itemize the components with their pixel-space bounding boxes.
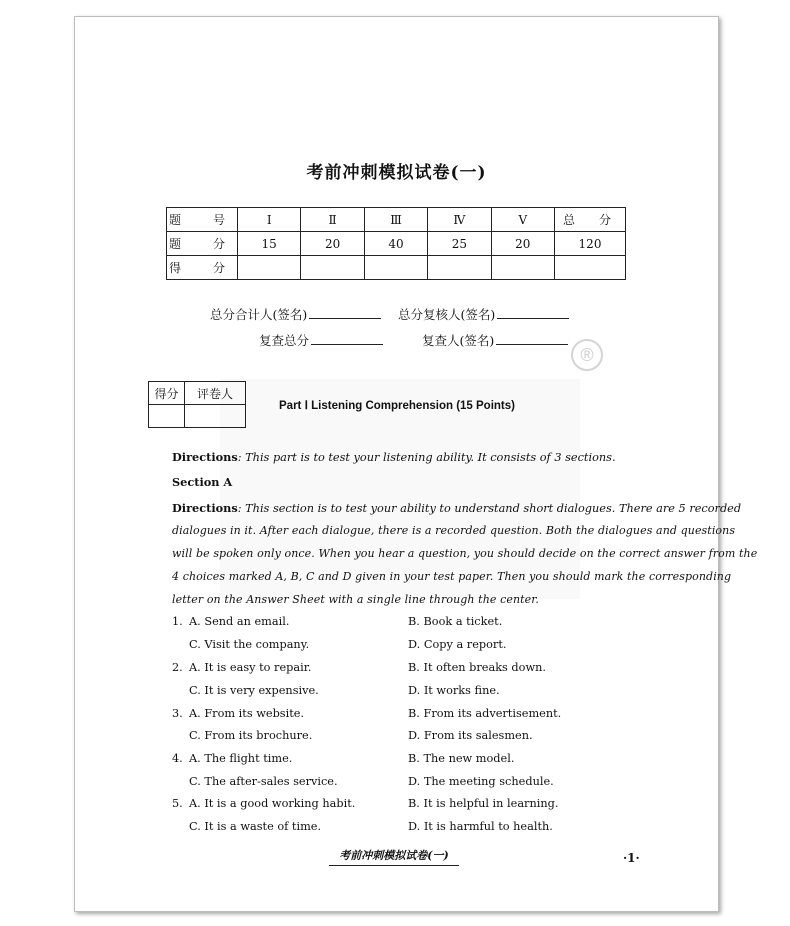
points-cell: 20 — [491, 232, 554, 256]
section-directions-line: 4 choices marked A, B, C and D given in your test paper. Then you should mark the corresponding — [172, 570, 732, 583]
option-a[interactable]: A. The flight time. — [189, 752, 293, 765]
question-number: 2. — [172, 661, 183, 674]
question-number: 1. — [172, 615, 183, 628]
question-number: 4. — [172, 752, 183, 765]
directions-text: : This part is to test your listening ability. It consists of 3 sections. — [237, 451, 616, 464]
option-a[interactable]: A. It is easy to repair. — [189, 661, 312, 674]
score-input-cell[interactable] — [491, 256, 554, 280]
grader-box — [148, 381, 246, 428]
column-header: Ⅱ — [301, 208, 364, 232]
rechecker-signature — [422, 331, 568, 349]
column-header: Ⅴ — [491, 208, 554, 232]
signature-label: 复查人(签名) — [422, 333, 495, 348]
option-d[interactable]: D. The meeting schedule. — [408, 775, 554, 788]
option-b[interactable]: B. From its advertisement. — [408, 707, 562, 720]
section-directions-line: dialogues in it. After each dialogue, there is a recorded question. Both the dialogues and questions — [172, 524, 736, 537]
option-b[interactable]: B. The new model. — [408, 752, 515, 765]
option-d[interactable]: D. It is harmful to health. — [408, 820, 553, 833]
option-d[interactable]: D. It works fine. — [408, 684, 500, 697]
question-number: 5. — [172, 797, 183, 810]
score-input-cell[interactable] — [428, 256, 491, 280]
signature-line[interactable] — [496, 332, 568, 345]
row-label: 题 号 — [167, 208, 238, 232]
points-cell: 15 — [238, 232, 301, 256]
score-input-cell[interactable] — [364, 256, 427, 280]
recheck-total-signature — [259, 331, 383, 349]
signature-line[interactable] — [311, 332, 383, 345]
points-cell: 20 — [301, 232, 364, 256]
signature-label: 总分合计人(签名) — [210, 307, 308, 322]
grader-name-cell[interactable] — [185, 405, 246, 428]
points-cell: 120 — [555, 232, 626, 256]
section-directions-line: letter on the Answer Sheet with a single line through the center. — [172, 593, 540, 606]
points-cell: 40 — [364, 232, 427, 256]
option-a[interactable]: A. From its website. — [189, 707, 305, 720]
column-header: 总 分 — [555, 208, 626, 232]
score-input-cell[interactable] — [301, 256, 364, 280]
total-counter-signature — [210, 305, 381, 323]
option-c[interactable]: C. Visit the company. — [189, 638, 310, 651]
row-label: 题 分 — [167, 232, 238, 256]
table-row — [167, 232, 626, 256]
signature-label: 复查总分 — [259, 333, 310, 348]
registered-watermark-icon: ® — [571, 339, 603, 371]
row-label: 得 分 — [167, 256, 238, 280]
part-directions — [172, 450, 616, 464]
section-directions-first-line — [172, 501, 741, 515]
signature-line[interactable] — [309, 306, 381, 319]
table-row — [167, 256, 626, 280]
score-label: 得分 — [149, 382, 185, 405]
option-d[interactable]: D. Copy a report. — [408, 638, 507, 651]
page-title: 考前冲刺模拟试卷(一) — [306, 163, 487, 183]
table-row — [167, 208, 626, 232]
section-directions-line: : This section is to test your ability to understand short dialogues. There are 5 recorded — [237, 502, 742, 515]
total-reviewer-signature — [398, 305, 569, 323]
watermark-block — [220, 379, 580, 599]
question-number: 3. — [172, 707, 183, 720]
section-directions-line: will be spoken only once. When you hear a question, you should decide on the correct answer from the — [172, 547, 758, 560]
score-input-cell[interactable] — [555, 256, 626, 280]
column-header: Ⅲ — [364, 208, 427, 232]
option-a[interactable]: A. It is a good working habit. — [189, 797, 356, 810]
footer-title: 考前冲刺模拟试卷(一) — [329, 847, 459, 866]
part-title: Part Ⅰ Listening Comprehension (15 Points) — [279, 400, 515, 412]
exam-page — [74, 16, 758, 912]
option-d[interactable]: D. From its salesmen. — [408, 729, 533, 742]
column-header: Ⅰ — [238, 208, 301, 232]
option-c[interactable]: C. It is very expensive. — [189, 684, 319, 697]
column-header: Ⅳ — [428, 208, 491, 232]
score-table — [166, 207, 626, 280]
option-a[interactable]: A. Send an email. — [189, 615, 290, 628]
option-c[interactable]: C. The after-sales service. — [189, 775, 338, 788]
signature-label: 总分复核人(签名) — [398, 307, 496, 322]
option-b[interactable]: B. It often breaks down. — [408, 661, 547, 674]
grader-score-cell[interactable] — [149, 405, 185, 428]
score-input-cell[interactable] — [238, 256, 301, 280]
page-number: ·1· — [623, 851, 640, 865]
grader-label: 评卷人 — [185, 382, 246, 405]
option-b[interactable]: B. Book a ticket. — [408, 615, 503, 628]
points-cell: 25 — [428, 232, 491, 256]
directions-label: Directions — [172, 450, 238, 464]
option-b[interactable]: B. It is helpful in learning. — [408, 797, 559, 810]
section-directions-label: Directions — [172, 501, 238, 515]
signature-line[interactable] — [497, 306, 569, 319]
option-c[interactable]: C. From its brochure. — [189, 729, 313, 742]
option-c[interactable]: C. It is a waste of time. — [189, 820, 322, 833]
section-title: Section A — [172, 475, 233, 489]
